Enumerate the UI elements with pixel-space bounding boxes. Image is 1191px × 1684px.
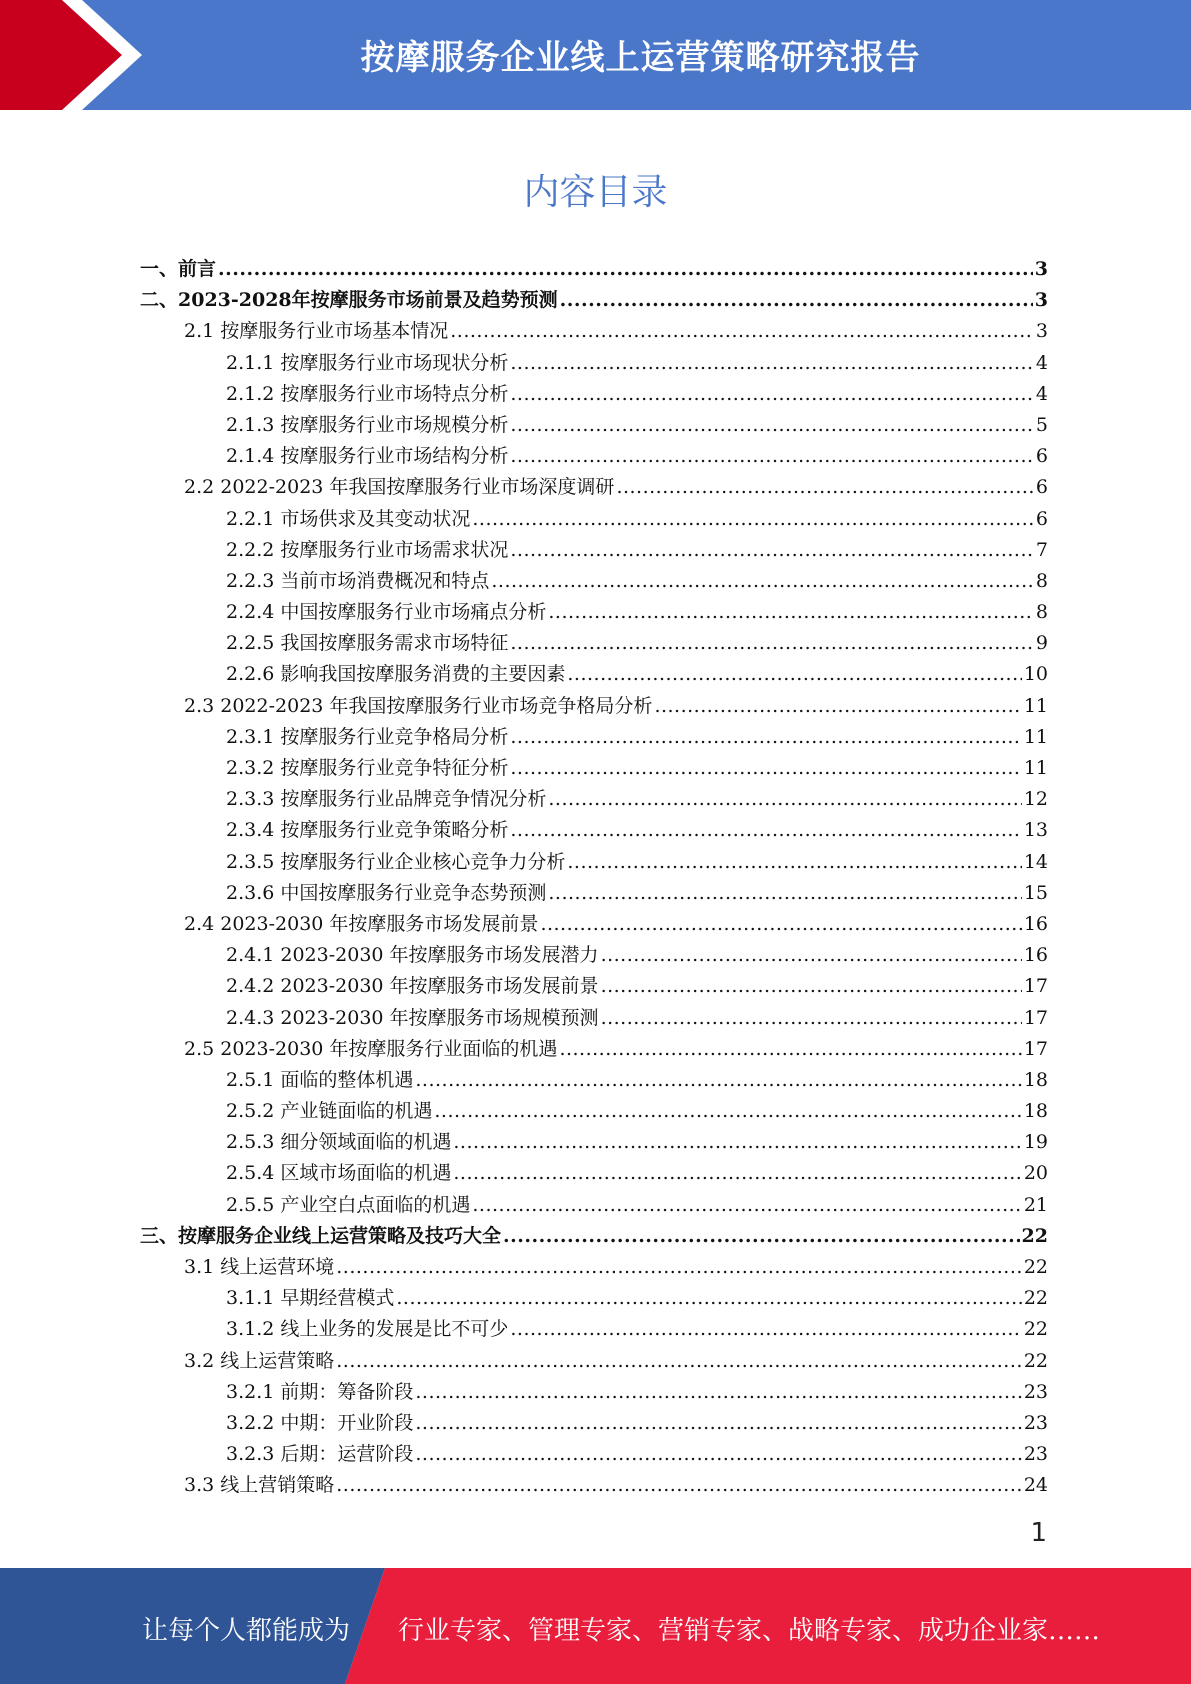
toc-entry[interactable] — [140, 1003, 1048, 1034]
toc-leader-dots — [616, 476, 1033, 498]
toc-entry[interactable] — [140, 784, 1048, 815]
toc-entry[interactable] — [140, 472, 1048, 503]
toc-entry-label: 2.3.6 中国按摩服务行业竞争态势预测 — [226, 881, 547, 904]
toc-leader-dots — [415, 1443, 1021, 1465]
toc-entry-page: 17 — [1023, 1006, 1048, 1029]
toc-entry[interactable] — [140, 410, 1048, 441]
toc-entry-label: 2.5.3 细分领域面临的机遇 — [226, 1131, 452, 1154]
toc-heading: 内容目录 — [523, 172, 668, 213]
toc-entry[interactable] — [140, 1439, 1048, 1470]
toc-entry[interactable] — [140, 597, 1048, 628]
toc-entry[interactable] — [140, 316, 1048, 347]
toc-leader-dots — [510, 632, 1034, 654]
page-number: 1 — [1030, 1518, 1047, 1548]
toc-entry-page: 18 — [1023, 1068, 1048, 1091]
toc-entry-page: 22 — [1023, 1318, 1048, 1341]
toc-entry-page: 20 — [1023, 1162, 1048, 1185]
toc-entry-page: 23 — [1023, 1443, 1048, 1466]
toc-leader-dots — [472, 508, 1034, 530]
toc-entry-label: 2.2.3 当前市场消费概况和特点 — [226, 569, 490, 592]
toc-entry-label: 2.2.6 影响我国按摩服务消费的主要因素 — [226, 663, 566, 686]
toc-leader-dots — [510, 757, 1021, 779]
toc-entry-label: 一、前言 — [140, 258, 217, 280]
toc-leader-dots — [510, 819, 1021, 841]
toc-entry-page: 4 — [1035, 351, 1048, 374]
toc-entry-label: 2.3.3 按摩服务行业品牌竞争情况分析 — [226, 788, 547, 811]
toc-entry-page: 3 — [1034, 289, 1048, 312]
toc-leader-dots — [560, 289, 1033, 311]
toc-entry-page: 5 — [1035, 413, 1048, 436]
toc-entry-label: 三、按摩服务企业线上运营策略及技巧大全 — [140, 1224, 502, 1247]
toc-entry-label: 2.4.1 2023-2030 年按摩服务市场发展潜力 — [226, 944, 599, 967]
toc-entry[interactable] — [140, 1221, 1048, 1252]
toc-entry[interactable] — [140, 971, 1048, 1002]
toc-entry-page: 3 — [1035, 320, 1048, 343]
toc-entry-label: 2.3 2022-2023 年我国按摩服务行业市场竞争格局分析 — [184, 694, 653, 717]
toc-entry-page: 23 — [1023, 1380, 1048, 1403]
toc-entry-page: 24 — [1023, 1474, 1048, 1497]
toc-leader-dots — [559, 1038, 1021, 1060]
toc-entry[interactable] — [140, 1314, 1048, 1345]
toc-entry-label: 2.4 2023-2030 年按摩服务市场发展前景 — [184, 912, 539, 935]
toc-entry-label: 2.3.2 按摩服务行业竞争特征分析 — [226, 757, 509, 779]
toc-entry-page: 6 — [1035, 476, 1048, 499]
toc-entry-page: 19 — [1023, 1131, 1048, 1154]
toc-entry-label: 2.5.5 产业空白点面临的机遇 — [226, 1193, 471, 1216]
toc-entry-label: 3.2.1 前期：筹备阶段 — [226, 1380, 414, 1403]
toc-leader-dots — [601, 975, 1022, 997]
toc-leader-dots — [567, 663, 1021, 685]
toc-leader-dots — [434, 1100, 1021, 1122]
footer-slogan-left: 让每个人都能成为 — [142, 1616, 351, 1646]
toc-entry-page: 14 — [1023, 850, 1048, 873]
toc-leader-dots — [510, 383, 1034, 405]
toc-entry-page: 22 — [1023, 1287, 1048, 1310]
toc-entry-label: 2.1.1 按摩服务行业市场现状分析 — [226, 351, 509, 374]
toc-entry-page: 8 — [1035, 601, 1048, 624]
toc-leader-dots — [510, 539, 1034, 561]
toc-entry-page: 18 — [1023, 1100, 1048, 1123]
toc-entry-label: 2.1 按摩服务行业市场基本情况 — [184, 320, 449, 343]
toc-entry-label: 2.1.2 按摩服务行业市场特点分析 — [226, 382, 509, 405]
toc-entry[interactable] — [140, 1065, 1048, 1096]
toc-entry-page: 11 — [1023, 694, 1048, 717]
toc-leader-dots — [453, 1162, 1021, 1184]
toc-entry-label: 3.1.1 早期经营模式 — [226, 1287, 395, 1310]
toc-entry-page: 21 — [1023, 1193, 1048, 1216]
toc-entry[interactable] — [140, 566, 1048, 597]
toc-entry-label: 3.2.2 中期：开业阶段 — [226, 1411, 414, 1434]
toc-leader-dots — [503, 1225, 1020, 1247]
toc-entry[interactable] — [140, 691, 1048, 722]
toc-entry[interactable] — [140, 1190, 1048, 1221]
toc-entry[interactable] — [140, 1408, 1048, 1439]
toc-entry-page: 13 — [1023, 819, 1048, 842]
toc-entry[interactable] — [140, 1470, 1048, 1501]
toc-leader-dots — [654, 695, 1021, 717]
toc-leader-dots — [548, 601, 1034, 623]
toc-leader-dots — [415, 1069, 1021, 1091]
toc-leader-dots — [218, 258, 1033, 280]
toc-entry-label: 2.5.4 区域市场面临的机遇 — [226, 1162, 452, 1185]
toc-entry-page: 23 — [1023, 1411, 1048, 1434]
toc-entry[interactable] — [140, 1034, 1048, 1065]
table-of-contents — [140, 254, 1048, 1502]
toc-entry-label: 3.3 线上营销策略 — [184, 1474, 335, 1497]
toc-entry-page: 16 — [1023, 944, 1048, 967]
toc-leader-dots — [450, 320, 1034, 342]
toc-entry-label: 2.2.1 市场供求及其变动状况 — [226, 507, 471, 530]
report-title: 按摩服务企业线上运营策略研究报告 — [360, 38, 921, 78]
toc-entry-label: 二、2023-2028年按摩服务市场前景及趋势预测 — [140, 289, 558, 312]
toc-leader-dots — [510, 445, 1034, 467]
toc-entry[interactable] — [140, 940, 1048, 971]
toc-leader-dots — [567, 851, 1021, 873]
page-header — [0, 0, 1191, 110]
toc-leader-dots — [540, 913, 1021, 935]
toc-leader-dots — [510, 352, 1034, 374]
toc-leader-dots — [396, 1287, 1021, 1309]
toc-entry-label: 2.4.2 2023-2030 年按摩服务市场发展前景 — [226, 975, 599, 998]
toc-entry-page: 11 — [1023, 757, 1048, 779]
toc-entry[interactable] — [140, 722, 1048, 753]
page-footer — [0, 1568, 1191, 1684]
toc-leader-dots — [601, 944, 1022, 966]
toc-entry-label: 2.1.4 按摩服务行业市场结构分析 — [226, 445, 509, 468]
toc-leader-dots — [336, 1256, 1022, 1278]
toc-entry[interactable] — [140, 504, 1048, 535]
toc-entry-page: 8 — [1035, 569, 1048, 592]
toc-entry-label: 2.2.2 按摩服务行业市场需求状况 — [226, 538, 509, 561]
toc-entry[interactable] — [140, 1158, 1048, 1189]
toc-entry[interactable] — [140, 254, 1048, 285]
toc-entry-page: 16 — [1023, 912, 1048, 935]
toc-entry-label: 2.5.2 产业链面临的机遇 — [226, 1100, 433, 1123]
toc-entry-label: 2.5 2023-2030 年按摩服务行业面临的机遇 — [184, 1037, 558, 1060]
toc-entry-page: 22 — [1021, 1224, 1048, 1247]
toc-entry-page: 6 — [1035, 445, 1048, 468]
toc-entry[interactable] — [140, 753, 1048, 784]
toc-entry-page: 4 — [1035, 382, 1048, 405]
toc-entry-page: 10 — [1023, 663, 1048, 686]
toc-entry[interactable] — [140, 1127, 1048, 1158]
toc-entry-label: 2.5.1 面临的整体机遇 — [226, 1068, 414, 1091]
toc-entry[interactable] — [140, 909, 1048, 940]
footer-slogan-right: 行业专家、管理专家、营销专家、战略专家、成功企业家…… — [398, 1616, 1101, 1646]
toc-leader-dots — [510, 1318, 1021, 1340]
toc-entry-label: 2.2 2022-2023 年我国按摩服务行业市场深度调研 — [184, 476, 615, 499]
toc-leader-dots — [453, 1131, 1021, 1153]
toc-entry[interactable] — [140, 535, 1048, 566]
toc-entry-page: 15 — [1023, 881, 1048, 904]
toc-leader-dots — [336, 1474, 1022, 1496]
toc-entry[interactable] — [140, 285, 1048, 316]
toc-leader-dots — [548, 882, 1021, 904]
toc-leader-dots — [510, 726, 1021, 748]
toc-entry[interactable] — [140, 1346, 1048, 1377]
toc-entry-label: 2.3.4 按摩服务行业竞争策略分析 — [226, 819, 509, 842]
toc-entry[interactable] — [140, 878, 1048, 909]
toc-entry-page: 17 — [1023, 1037, 1048, 1060]
toc-entry[interactable] — [140, 1283, 1048, 1314]
toc-entry[interactable] — [140, 847, 1048, 878]
toc-entry-page: 22 — [1023, 1256, 1048, 1278]
toc-entry[interactable] — [140, 659, 1048, 690]
toc-entry-label: 3.1 线上运营环境 — [184, 1256, 335, 1278]
toc-entry-page: 9 — [1035, 632, 1048, 655]
toc-entry-page: 6 — [1035, 507, 1048, 530]
toc-entry-page: 11 — [1023, 725, 1048, 748]
toc-entry[interactable] — [140, 815, 1048, 846]
toc-entry[interactable] — [140, 1377, 1048, 1408]
toc-entry[interactable] — [140, 379, 1048, 410]
toc-entry-label: 3.2 线上运营策略 — [184, 1349, 335, 1372]
toc-entry-page: 17 — [1023, 975, 1048, 998]
toc-leader-dots — [472, 1194, 1021, 1216]
toc-entry[interactable] — [140, 1096, 1048, 1127]
toc-entry-label: 3.2.3 后期：运营阶段 — [226, 1443, 414, 1466]
toc-entry-page: 7 — [1035, 538, 1048, 561]
toc-leader-dots — [548, 788, 1021, 810]
toc-entry-label: 2.3.5 按摩服务行业企业核心竞争力分析 — [226, 850, 566, 873]
toc-leader-dots — [415, 1381, 1021, 1403]
toc-entry-label: 2.2.4 中国按摩服务行业市场痛点分析 — [226, 601, 547, 624]
toc-leader-dots — [415, 1412, 1021, 1434]
toc-entry-label: 3.1.2 线上业务的发展是比不可少 — [226, 1318, 509, 1341]
toc-entry-label: 2.2.5 我国按摩服务需求市场特征 — [226, 632, 509, 655]
toc-leader-dots — [336, 1350, 1022, 1372]
toc-entry-page: 12 — [1023, 788, 1048, 811]
toc-entry[interactable] — [140, 348, 1048, 379]
toc-entry-label: 2.1.3 按摩服务行业市场规模分析 — [226, 413, 509, 436]
toc-entry-page: 22 — [1023, 1349, 1048, 1372]
toc-leader-dots — [601, 1007, 1022, 1029]
toc-entry[interactable] — [140, 628, 1048, 659]
toc-entry-page: 3 — [1034, 258, 1048, 280]
toc-entry[interactable] — [140, 1252, 1048, 1283]
toc-entry-label: 2.4.3 2023-2030 年按摩服务市场规模预测 — [226, 1006, 599, 1029]
toc-entry[interactable] — [140, 441, 1048, 472]
toc-leader-dots — [510, 414, 1034, 436]
toc-leader-dots — [491, 570, 1034, 592]
toc-entry-label: 2.3.1 按摩服务行业竞争格局分析 — [226, 725, 509, 748]
